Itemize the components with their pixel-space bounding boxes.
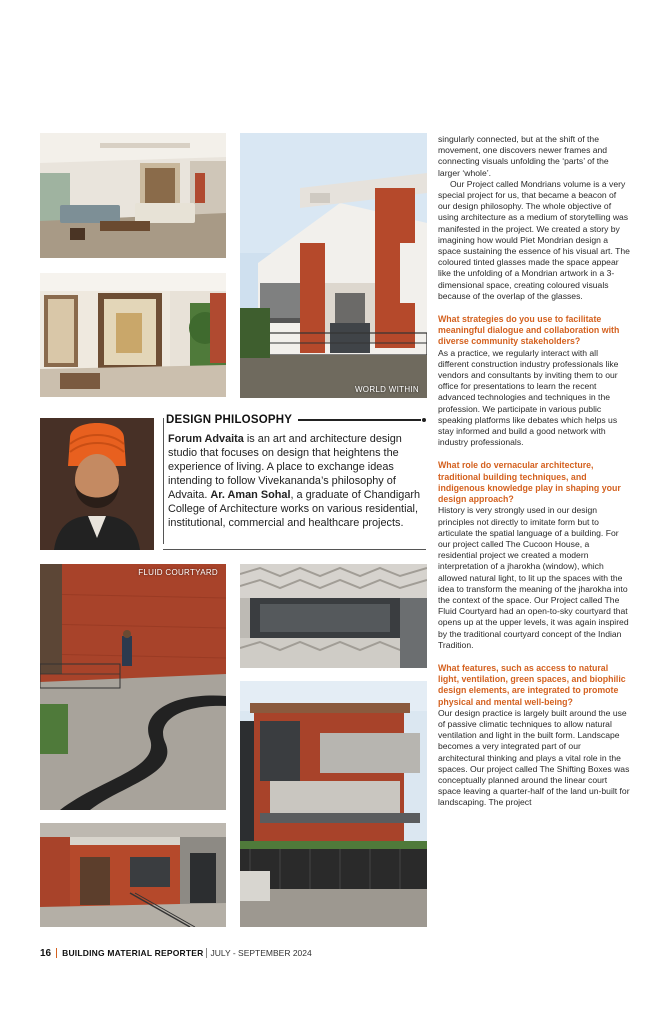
publication-name: BUILDING MATERIAL REPORTER — [62, 948, 204, 958]
answer-paragraph-2: History is very strongly used in our design principles not directly to imitate form but to articulate the spatial language of a building. For our project called The Cucoon House, a residential project we created a modern interpretation of a jharokha (window), which allowed natural light, to lit up the spaces with the idea to transform the meaning of the jharokha into the context of the space. Our Project called The Fluid Courtyard had an open-to-sky courtyard that opens up at the upper levels, it was again inspired by the traditional courtyard concept of the Indian Tradition. — [438, 505, 629, 650]
design-heading-row — [166, 412, 426, 428]
design-heading-rule — [298, 419, 421, 421]
photo-living-room — [40, 133, 226, 258]
footer-divider — [56, 948, 57, 958]
photo-caption-fluid-courtyard: FLUID COURTYARD — [138, 568, 218, 577]
article-paragraph-1: singularly connected, but at the shift of the movement, one discovers newer frames and connecting visuals unfolding the ‘parts’ of the larger ‘whole’. — [438, 134, 609, 178]
photo-facade-detail — [240, 564, 427, 668]
design-vertical-rule — [163, 418, 164, 544]
answer-paragraph-3: Our design practice is largely built around the use of passive climatic techniques to allow natural ventilation and light in the built form. Landscape becomes a very integrated part of our architectural thinking and plays a vital role in the spaces. Our project called The Shifting Boxes was conceptually planned around the linear court space leaving a quarter-half of the land un-built for landscaping. The project — [438, 707, 630, 808]
photo-entrance — [40, 823, 226, 927]
question-heading-1: What strategies do you use to facilitate meaningful dialogue and collaboration with diverse community stakeholders? — [438, 314, 620, 347]
firm-name: Forum Advaita — [168, 433, 244, 445]
architect-name: Ar. Aman Sohal — [210, 489, 291, 501]
photo-house-exterior — [240, 681, 427, 927]
design-bottom-rule — [163, 549, 426, 550]
photo-fluid-courtyard — [40, 564, 226, 810]
article-column — [438, 134, 630, 809]
design-heading-rule-end — [422, 418, 426, 422]
photo-world-within — [240, 133, 427, 398]
photo-interior-doorway — [40, 273, 226, 397]
design-philosophy-heading: DESIGN PHILOSOPHY — [166, 414, 293, 426]
issue-date: JULY - SEPTEMBER 2024 — [210, 948, 312, 958]
design-philosophy-box — [40, 412, 426, 550]
page-number: 16 — [40, 947, 52, 959]
answer-paragraph-1: As a practice, we regularly interact with all different construction industry professionals like vendors and consultants by inviting them to our office for presentations to learn the recent advanced technologies and techniques in the profession. We participate in various public speaking platforms like debates which helps us stay informed and build a good network with industry professionals. — [438, 347, 619, 448]
design-philosophy-text — [168, 432, 426, 530]
page-footer — [40, 946, 312, 960]
photo-caption-world-within: WORLD WITHIN — [354, 385, 419, 394]
question-heading-3: What features, such as access to natural light, ventilation, green spaces, and biophilic design elements, are integrated to promote physical and mental well-being? — [438, 662, 626, 707]
footer-divider-2 — [206, 948, 207, 958]
design-text-2: , a graduate of Chandigarh College of Architecture works on various residential, institutional, commercial and healthcare projects. — [168, 489, 421, 529]
architect-portrait — [40, 418, 154, 550]
article-paragraph-2: Our Project called Mondrians volume is a very special project for us, that became a beacon of our design philosophy. The whole objective of using architecture as a medium of storytelling was manifested in the project. We created a story by imagining how would Piet Mondrian design a space sustaining the essence of his visual art. The coloured tinted glasses made the space appear like the unfolding of a Mondrian artwork in a 3-dimensional space, creating coloured visuals because of the overlap of the glasses. — [438, 178, 630, 301]
question-heading-2: What role do vernacular architecture, traditional building techniques, and indigenous knowledge play in shaping your design approach? — [438, 460, 621, 505]
design-text-1: is an art and architecture design studio that focuses on design that heightens the experience of living. A place to exchange ideas intending to follow Vivekananda’s philosophy of Advaita. — [168, 433, 402, 501]
